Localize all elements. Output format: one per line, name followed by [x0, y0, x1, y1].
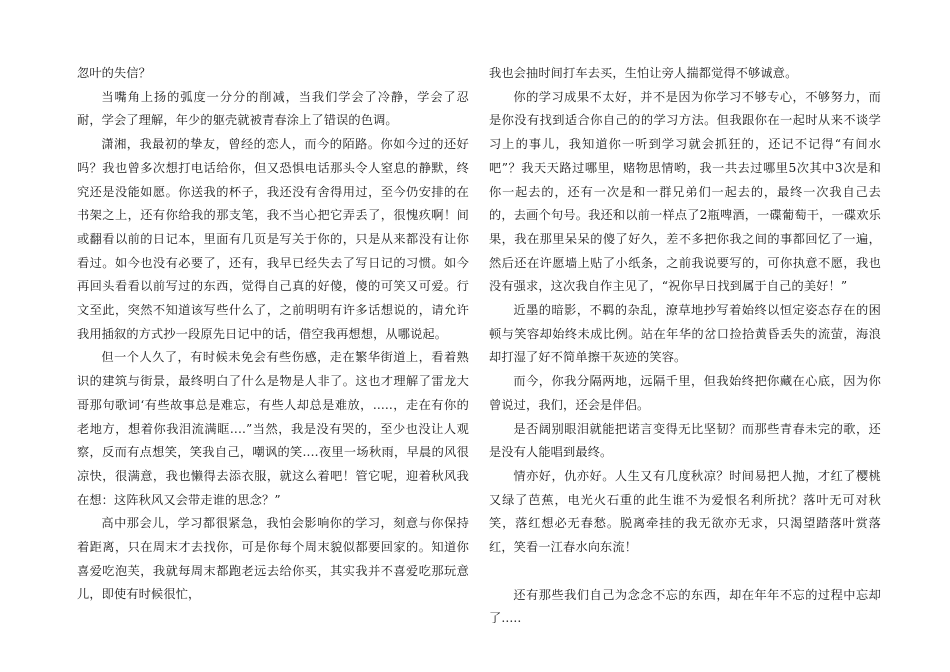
paragraph: 还有那些我们自己为念念不忘的东西，却在年年不忘的过程中忘却了.....: [489, 587, 881, 626]
paragraph: 而今，你我分隔两地，远隔千里，但我始终把你藏在心底，因为你曾说过，我们，还会是伴侣。: [489, 374, 881, 412]
paragraph: 你的学习成果不太好，并不是因为你学习不够专心，不够努力，而是你没有找到适合你自己的的学习方法。但我跟你在一起时从来不谈学习上的事儿，我知道你一听到学习就会抓狂的，还记不记得“有间水吧”？我天天路过哪里，赌物思情哟，我一共去过哪里5次其中3次是和你一起去的，还有一次是和一群兄弟们一起去的，最终一次我自己去的，去画个句号。我还和以前一样点了2瓶啤酒，一碟葡萄干，一碟欢乐果，我在那里呆呆的傻了好久，差不多把你我之间的事都回忆了一遍，然后还在许愿墙上贴了小纸条，之前我说要写的，可你执意不愿，我也没有强求，这次我自作主见了，“祝你早日找到属于自己的美好！”: [489, 89, 881, 294]
left-text-column: [77, 62, 469, 607]
paragraph: 高中那会儿，学习都很紧急，我怕会影响你的学习，刻意与你保持着距离，只在周末才去找你，可是你每个周末貌似都要回家的。知道你喜爱吃泡芙，我就每周末都跑老远去给你买，其实我并不喜爱吃那玩意儿，即使有时候很忙，: [77, 516, 469, 602]
paragraph: 但一个人久了，有时候未免会有些伤感，走在繁华街道上，看着熟识的建筑与街景，最终明白了什么是物是人非了。这也才理解了雷龙大哥那句歌词‘有些故事总是难忘，有些人却总是难放，.....，走在有你的老地方，想着你我泪流满眶....”当然，我是没有哭的，至少也没让人观察，反而有点想笑，笑我自己，嘲讽的笑....夜里一场秋雨，早晨的风很凉快，很满意，我也懒得去添衣服，就这么着吧！管它呢，迎着秋风我在想：这阵秋风又会带走谁的思念？”: [77, 350, 469, 507]
right-text-column: [489, 62, 881, 631]
paragraph: 近墨的暗影，不羁的杂乱，潦草地抄写着始终以恒定姿态存在的困顿与笑容却始终未成比例。站在年华的岔口捡拾黄昏丢失的流萤，海浪却打湿了好不简单擦干灰迹的笑容。: [489, 303, 881, 365]
paragraph: 情亦好，仇亦好。人生又有几度秋凉？时间易把人抛，才红了樱桃又绿了芭蕉，电光火石重的此生谁不为爱恨名利所扰？落叶无可对秋笑，落红想必无春愁。脱离牵挂的我无欲亦无求，只渴望踏落叶赏落红，笑看一江春水向东流！: [489, 468, 881, 555]
paragraph: 我也会抽时间打车去买，生怕让旁人揣都觉得不够诚意。: [489, 66, 798, 80]
paragraph: 忽叶的失信？: [77, 66, 152, 80]
paragraph: 当嘴角上扬的弧度一分分的削减，当我们学会了冷静，学会了忍耐，学会了理解，年少的躯壳就被青春涂上了错误的色调。: [77, 89, 469, 128]
paragraph: 潇湘，我最初的挚友，曾经的恋人，而今的陌路。你如今过的还好吗？我也曾多次想打电话给你，但又恐惧电话那头令人窒息的静默，终究还是没能如愿。你送我的杯子，我还没有舍得用过，至今仍安排的在书架之上，还有你给我的那支笔，我不当心把它弄丢了，很愧疚啊！间或翻看以前的日记本，里面有几页是写关于你的，只是从来都没有让你看过。如今也没有必要了，还有，我早已经失去了写日记的习惯。如今再回头看看以前写过的东西，觉得自己真的好傻，傻的可笑又可爱。行文至此，突然不知道该写些什么了，之前明明有许多话想说的，请允许我用插叙的方式抄一段原先日记中的话，借空我再想想，从哪说起。: [77, 137, 469, 341]
paragraph: 是否阔别眼泪就能把诺言变得无比坚韧？而那些青春未完的歌，还是没有人能唱到最终。: [489, 421, 881, 460]
